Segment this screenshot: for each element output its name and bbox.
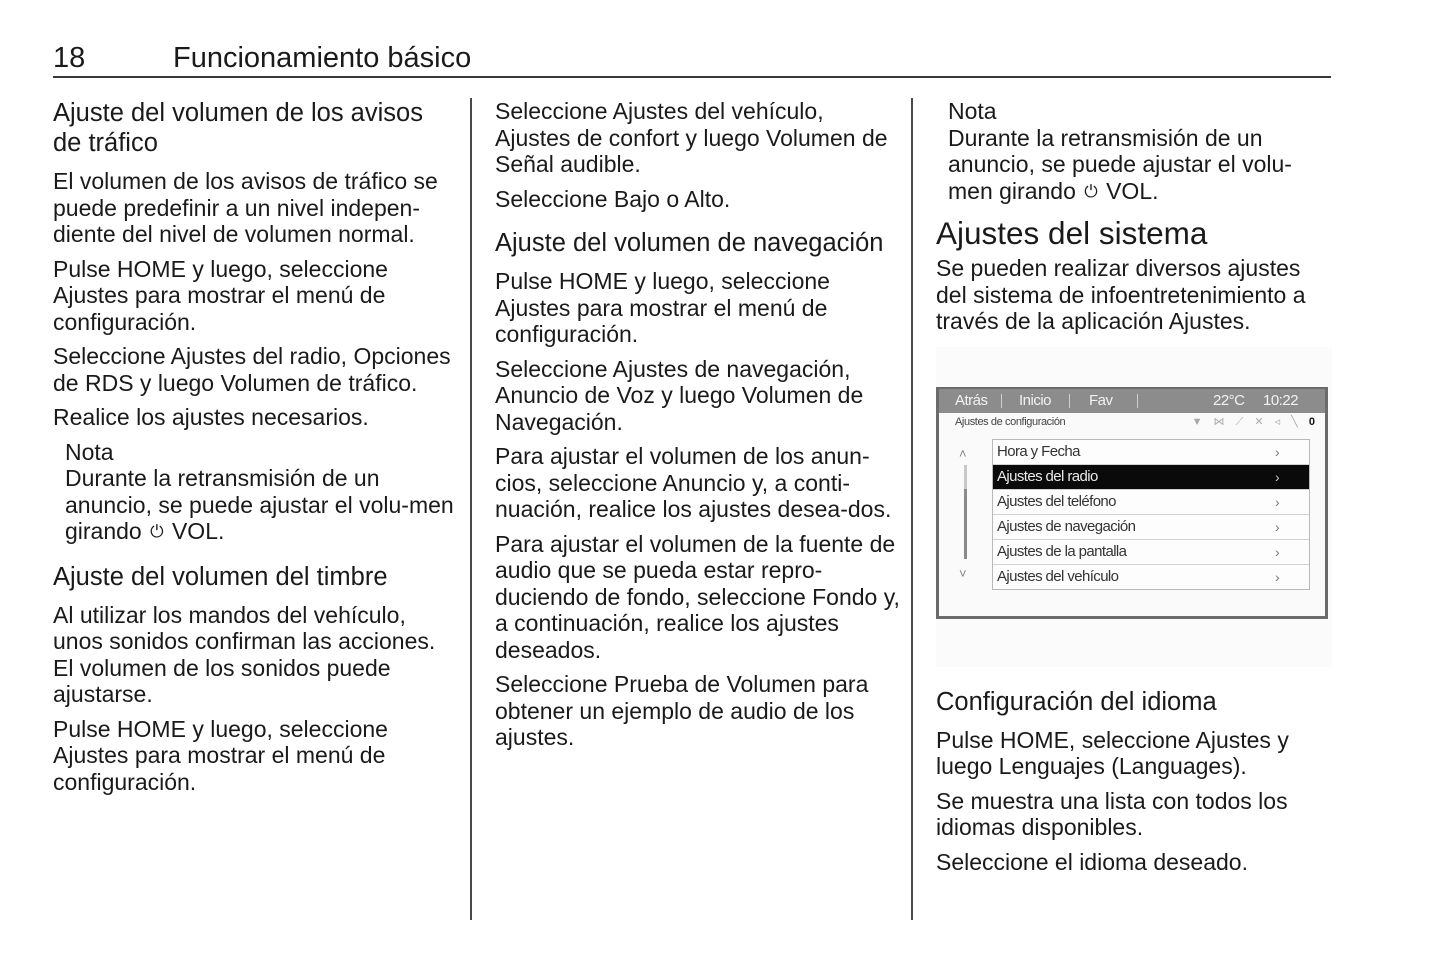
note-text-part: Durante la retransmisión de un anuncio, se puede ajustar el volu-men girando <box>948 124 1292 204</box>
paragraph: Seleccione Ajustes de navegación, Anuncio de Voz y luego Volumen de Navegación. <box>495 355 864 435</box>
list-item-phone-settings[interactable] <box>993 490 1309 515</box>
paragraph: El volumen de los avisos de tráfico se puede predefinir a un nivel indepen-diente del nivel de volumen normal. <box>53 168 438 247</box>
separator <box>1069 394 1070 408</box>
column-divider <box>911 98 913 920</box>
list-item-label: Ajustes del radio <box>997 467 1098 485</box>
paragraph: Pulse HOME y luego, seleccione Ajustes para mostrar el menú de configuración. <box>495 268 830 347</box>
chevron-right-icon: › <box>1274 543 1279 560</box>
paragraph: Seleccione Ajustes del vehículo, Ajustes de confort y luego Volumen de Señal audible. <box>495 98 888 177</box>
settings-screen <box>936 387 1328 619</box>
list-item-label: Ajustes de la pantalla <box>997 542 1127 560</box>
chevron-right-icon: › <box>1274 493 1279 510</box>
scrollbar-thumb[interactable] <box>964 489 967 559</box>
scroll-down-icon[interactable]: ˅ <box>959 565 967 581</box>
page-header <box>53 40 1331 78</box>
chevron-right-icon: › <box>1274 468 1279 485</box>
list-item-navigation-settings[interactable] <box>993 515 1309 540</box>
paragraph: Pulse HOME y luego, seleccione Ajustes para mostrar el menú de configuración. <box>53 715 388 795</box>
temperature-display: 22°C <box>1213 391 1245 409</box>
paragraph: Seleccione Ajustes del radio, Opciones de RDS y luego Volumen de tráfico. <box>53 343 451 396</box>
list-item-display-settings[interactable] <box>993 540 1309 565</box>
chevron-right-icon: › <box>1274 518 1279 535</box>
screen-subtitle: Ajustes de configuración <box>955 415 1066 428</box>
list-item-radio-settings[interactable] <box>993 465 1309 490</box>
fav-button[interactable]: Fav <box>1089 391 1113 409</box>
screen-subtitle-bar <box>939 413 1325 431</box>
note-box <box>65 439 458 548</box>
separator <box>1001 394 1002 408</box>
list-item-label: Ajustes de navegación <box>997 517 1136 535</box>
list-item-label: Ajustes del vehículo <box>997 567 1119 585</box>
paragraph: Se pueden realizar diversos ajustes del sistema de infoentretenimiento a través de la aplicación Ajustes. <box>936 255 1306 334</box>
settings-list <box>992 439 1310 590</box>
paragraph: Seleccione Bajo o Alto. <box>495 185 731 212</box>
list-item-vehicle-settings[interactable] <box>993 565 1309 589</box>
paragraph: Pulse HOME y luego, seleccione Ajustes para mostrar el menú de configuración. <box>53 255 388 335</box>
battery-icon: 0 <box>1308 415 1319 428</box>
paragraph: Para ajustar el volumen de los anun-cios, seleccione Anuncio y, a conti-nuación, realice los ajustes desea-dos. <box>495 443 892 522</box>
section-heading-traffic-volume: Ajuste del volumen de los avisos de tráfico <box>53 99 423 157</box>
clock-display: 10:22 <box>1263 391 1299 409</box>
paragraph: Al utilizar los mandos del vehículo, unos sonidos confirman las acciones. El volumen de los sonidos puede ajustarse. <box>53 601 436 707</box>
scroll-up-icon[interactable]: ˄ <box>959 445 967 461</box>
status-glyphs-icon: ▼ ⋈ ⟋ ✕ ◃ ╲ <box>1191 415 1302 428</box>
paragraph: Realice los ajustes necesarios. <box>53 404 369 430</box>
paragraph: Para ajustar el volumen de la fuente de audio que se pueda estar repro-duciendo de fondo, seleccione Fondo y, a continuación, realice los ajustes deseados. <box>495 530 900 663</box>
column-divider <box>470 98 472 920</box>
note-label: Nota <box>65 438 114 465</box>
list-item-time-date[interactable] <box>993 440 1309 465</box>
list-item-label: Hora y Fecha <box>997 442 1080 460</box>
column-2 <box>495 98 900 759</box>
back-button[interactable]: Atrás <box>955 391 988 409</box>
section-heading-navigation-volume: Ajuste del volumen de navegación <box>495 229 884 257</box>
note-text-part: VOL. <box>1106 177 1159 204</box>
list-item-label: Ajustes del teléfono <box>997 492 1116 510</box>
infotainment-screenshot <box>936 347 1332 667</box>
paragraph: Se muestra una lista con todos los idiomas disponibles. <box>936 787 1288 840</box>
note-box <box>948 98 1336 207</box>
note-text-part: VOL. <box>171 518 225 544</box>
paragraph: Seleccione el idioma deseado. <box>936 848 1248 875</box>
paragraph: Seleccione Prueba de Volumen para obtener un ejemplo de audio de los ajustes. <box>495 671 869 750</box>
home-button[interactable]: Inicio <box>1019 391 1052 409</box>
power-knob-icon: ⏻ <box>1084 181 1098 201</box>
note-text <box>65 465 458 548</box>
page-title: Funcionamiento básico <box>173 42 472 74</box>
power-knob-icon: ⏻ <box>150 522 164 541</box>
column-3 <box>936 98 1336 883</box>
page-number: 18 <box>53 42 86 74</box>
section-heading-system-settings: Ajustes del sistema <box>936 215 1208 251</box>
column-1 <box>53 98 458 803</box>
note-label: Nota <box>948 98 997 124</box>
chevron-right-icon: › <box>1274 568 1279 585</box>
separator <box>1137 394 1138 408</box>
section-heading-ringtone-volume: Ajuste del volumen del timbre <box>53 562 388 591</box>
paragraph: Pulse HOME, seleccione Ajustes y luego Lenguajes (Languages). <box>936 726 1289 779</box>
status-icons <box>1192 413 1319 431</box>
section-heading-language: Configuración del idioma <box>936 687 1217 716</box>
note-text <box>948 125 1336 208</box>
note-text-part: Durante la retransmisión de un anuncio, se puede ajustar el volu-men girando <box>65 465 454 544</box>
screen-top-bar <box>939 389 1325 413</box>
chevron-right-icon: › <box>1274 443 1279 460</box>
